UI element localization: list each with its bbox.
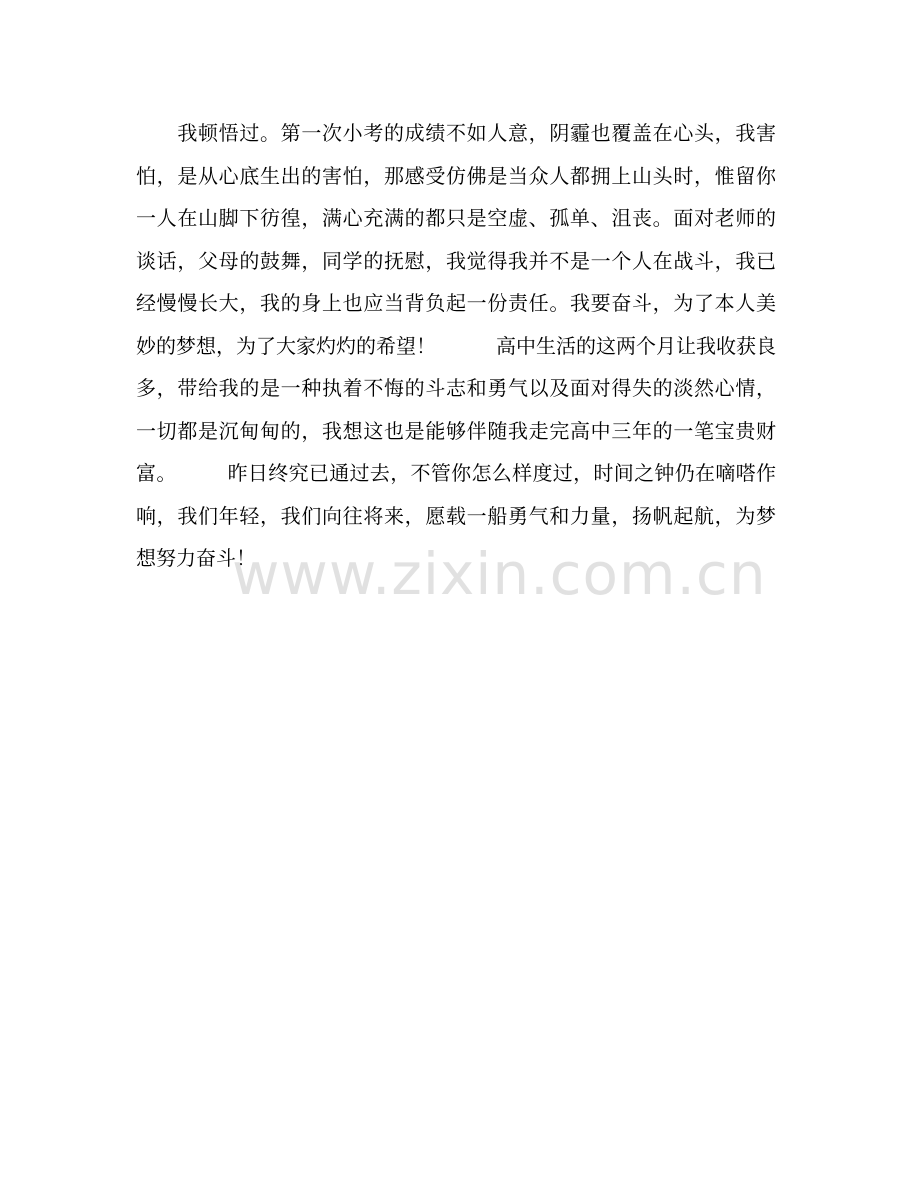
text-line-8: 一切都是沉甸甸的，我想这也是能够伴随我走完高中三年的一笔宝贵财 (136, 418, 776, 443)
text-line-3: 一人在山脚下彷徨，满心充满的都只是空虚、孤单、沮丧。面对老师的 (136, 206, 776, 230)
text-line-9: 富。 昨日终究已通过去，不管你怎么样度过，时间之钟仍在嘀嗒作 (136, 461, 776, 485)
watermark-text: www.zixin.com.cn (232, 540, 767, 608)
text-line-11: 想努力奋斗！ (136, 546, 256, 570)
text-line-2: 怕，是从心底生出的害怕，那感受仿佛是当众人都拥上山头时，惟留你 (136, 163, 776, 188)
text-line-7: 多，带给我的是一种执着不悔的斗志和勇气以及面对得失的淡然心情， (136, 376, 776, 400)
body-paragraph (136, 112, 776, 580)
text-line-5: 经慢慢长大，我的身上也应当背负起一份责任。我要奋斗，为了本人美 (136, 291, 776, 315)
text-line-1: 我顿悟过。第一次小考的成绩不如人意，阴霾也覆盖在心头，我害 (136, 121, 776, 145)
text-line-4: 谈话，父母的鼓舞，同学的抚慰，我觉得我并不是一个人在战斗，我已 (136, 248, 776, 273)
text-line-10: 响，我们年轻，我们向往将来，愿载一船勇气和力量，扬帆起航，为梦 (136, 503, 776, 528)
text-line-6: 妙的梦想，为了大家灼灼的希望！ 高中生活的这两个月让我收获良 (136, 333, 776, 358)
